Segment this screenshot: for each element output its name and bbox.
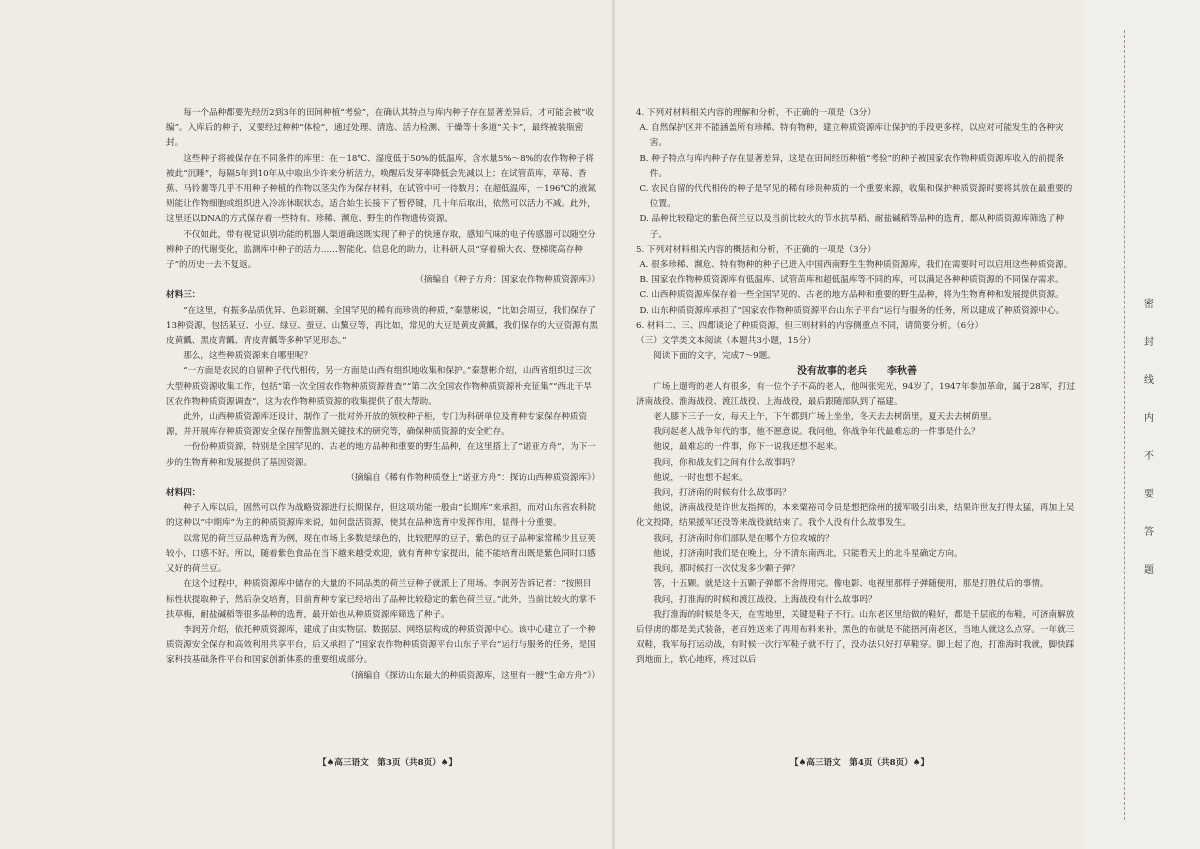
- binding-char: 题: [1144, 565, 1154, 576]
- right-paragraph: 我打淮海的时候是冬天，在雪地里，关键是鞋子不行。山东老区里给做的鞋好，都是千层底的布鞋，可济南解放后俘虏的都是美式装备，老百姓送来了再用布料来补，黑色的布就是不能捂河南老区，当地人就这么点穿。一年就三双鞋，我军每打运动战，有时候一次行军鞋子就不行了，没办法只好打草鞋穿。脚上起了泡，打淮海时我就，脚快踩到地面上，软心地疼，疼过以后: [636, 609, 1075, 666]
- right-page-footer: 【♠高三语文 第4页（共8页）♠】: [790, 758, 930, 768]
- right-paragraph: 我问，打济南时你们部队是在哪个方位攻城的？: [653, 533, 834, 544]
- right-paragraph: 4. 下列对材料相关内容的理解和分析，不正确的一项是（3分）: [636, 108, 876, 118]
- left-paragraph: 每一个品种都要先经历2到3年的田间种植“考验”，在确认其特点与库内种子存在显著差异后，才可能会被“收编”。入库后的种子，又要经过种种“体检”，通过处理、清选、活力检测、干燥等十多道“关卡”，最终被装瓶密封。: [166, 108, 595, 149]
- left-paragraph: 材料四：: [166, 488, 201, 499]
- left-paragraph: （摘编自《种子方舟：国家农作物种质资源库》）: [415, 275, 600, 286]
- right-paragraph: 我问，打济南的时候有什么故事吗？: [653, 488, 791, 499]
- right-paragraph: 阅读下面的文字，完成7～9题。: [653, 351, 776, 362]
- right-paragraph: 他说，打济南时我们是在晚上，分不清东南西北，只能看天上的北斗星确定方向。: [653, 548, 963, 559]
- right-paragraph: A. 很多珍稀、濒危、特有物种的种子已进入中国西南野生生物种质资源库，我们在需要时可以启用这些种质资源。: [639, 260, 1073, 271]
- binding-char: 要: [1144, 489, 1154, 500]
- right-paragraph: C. 农民自留的代代相传的种子是罕见的稀有珍贵种质的一个重要来源，收集和保护种质资源时要将其放在最重要的位置。: [639, 184, 1073, 210]
- right-paragraph: 他说，济南战役是许世友指挥的，本来粟裕司令员是想把徐州的援军吸引出来，结果许世友打得太猛，再加上吴化文投降，结果援军还没等来战役就结束了。我个人没有什么故事发生。: [636, 503, 1075, 529]
- right-paragraph: 没有故事的老兵 李秋善: [797, 366, 917, 378]
- right-paragraph: 6. 材料二、三、四都谈论了种质资源，但三则材料的内容侧重点不同，请简要分析。（6分）: [636, 320, 984, 331]
- binding-char: 不: [1144, 451, 1154, 462]
- left-paragraph: 这些种子将被保存在不同条件的库里：在－18℃、湿度低于50%的低温库，含水量5%～8%的农作物种子将被此“沉睡”，每隔5年到10年从中取出少许来分析活力，唤醒后发芽率降低会先减以上；在试管苗库，草莓、香蕉、马铃薯等几乎不用种子种植的作物以茎尖作为保存材料，在试管中可一待数月；在超低温库，－196℃的液氮则能让作物细胞或组织进入冷冻休眠状态，适合始生长接下了暂停键，几十年后取出，依然可以活力不减。此外，这里还以DNA的方式保存着一些特有、珍稀、濒危、野生的作物遗传资源。: [166, 153, 596, 225]
- binding-char: 内: [1144, 413, 1154, 424]
- right-paragraph: （三）文学类文本阅读（本题共3小题，15分）: [636, 336, 816, 347]
- binding-char: 答: [1144, 527, 1154, 538]
- right-column-text: [636, 106, 1078, 669]
- left-paragraph: 在这个过程中，种质资源库中储存的大量的不同品类的荷兰豆种子就派上了用场。李润芳告诉记者：“按照目标性状提取种子，然后杂交培育，目前育种专家已经培出了品种比较稳定的紫色荷兰豆。”此外，当前比较火的掌不扶草梅，耐盐碱稻等很多品种的选育，最开始也从种质资源库筛选了种子。: [166, 579, 596, 620]
- left-paragraph: “在这里，有振多品质优异、色彩斑斓、全国罕见的稀有而珍贵的种质，”秦慧彬说，“比如会周豆，我们保存了13种资源，包括某豆、小豆、绿豆、蚕豆、山黧豆等，再比如，常见的大豆是黄皮黄瓤，我们保存的大豆资源有黑皮黄瓤、黑皮青瓤、青皮青瓤等多种罕见形态。”: [166, 305, 599, 347]
- right-paragraph: 老人膝下三子一女，每天上午，下午都到广场上坐坐，冬天去去树荫里，夏天去去树荫里。: [653, 412, 997, 423]
- right-paragraph: 我问，你和战友们之间有什么故事吗？: [653, 457, 800, 468]
- right-paragraph: C. 山西种质资源库保存着一些全国罕见的、古老的地方品种和重要的野生品种，将为生物育种和发展提供资源。: [639, 290, 1064, 301]
- left-paragraph: 材料三：: [166, 290, 201, 301]
- left-paragraph: 种子入库以后，固然可以作为战略资源进行长期保存，但这项功能一般由“长期库”来承担，而对山东省农科院的这种以“中期库”为主的种质资源库来说，如何盘活资源，使其在品种选育中发挥作用，显得十分重要。: [166, 503, 596, 529]
- left-paragraph: “一方面是农民的自留种子代代相传，另一方面是山西有组织地收集和保护。”秦慧彬介绍，山西省组织过三次大型种质资源收集工作，包括“第一次全国农作物种质资源普查”“第二次全国农作物种质资源补充征集”“西北干旱区农作物种质资源调查”，这为农作物种质资源的收集提供了很大帮助。: [166, 366, 592, 407]
- left-paragraph: 此外，山西种质资源库还设计，制作了一批对外开放的领校种子柜，专门为科研单位及育种专家保存种质资源，并开展库存种质资源安全保存预警监测关键技术的研究等，确保种质资源的安全贮存。: [166, 412, 588, 438]
- left-paragraph: 那么，这些种质资源来自哪里呢？: [183, 351, 313, 362]
- binding-dashed-line: [1124, 30, 1125, 820]
- right-paragraph: D. 山东种质资源库承担了“国家农作物种质资源平台山东子平台”运行与服务的任务，所以建成了种质资源中心。: [639, 305, 1065, 316]
- right-paragraph: 我问，打淮海的时候和渡江战役、上海战役有什么故事吗？: [653, 594, 877, 605]
- right-paragraph: 答，十五颗。就是这十五颗子弹都不舍得用完。像电影、电视里那样子弹随便用，那是打胜仗后的事情。: [653, 579, 1049, 590]
- left-paragraph: 不仅如此，带有视觉识别功能的机器人渠道确送既实现了种子的快速存取，感知气味的电子传感器可以随空分辨种子的代谢变化，监测库中种子的活力……智能化、信息化的助力，让科研人员“穿着棉大衣、登梯爬高存种子”的历史一去不复返。: [166, 229, 596, 271]
- right-paragraph: 广场上遛弯的老人有很多，有一位个子不高的老人，他叫张宪光，94岁了，1947年参加革命，属于28军，打过济南战役、淮海战役、渡江战役、上海战役，最后跟随部队到了福建。: [636, 381, 1076, 407]
- left-paragraph: 以常见的荷兰豆品种选育为例，现在市场上多数是绿色的，比较肥厚的豆子，紫色的豆子品种家常稀少且豆荚较小，口感不好。所以，随着紫色食品在当下越来越受欢迎，就有育种专家提出，能不能培育出既是紫色同时口感又好的荷兰豆。: [166, 533, 596, 575]
- right-paragraph: B. 种子特点与库内种子存在显著差异，这是在田间经历种植“考验”的种子被国家农作物种质资源库收入的前提条件。: [639, 153, 1064, 179]
- left-paragraph: （摘编自《探访山东最大的种质资源库，这里有一艘“生命方舟”》）: [346, 670, 600, 681]
- left-paragraph: 一份份种质资源，特别是全国罕见的、古老的地方品种和重要的野生品种，在这里搭上了“诺亚方舟”，为下一步的生物育种和发展提供了基因资源。: [166, 442, 596, 468]
- left-column-text: [166, 106, 600, 684]
- binding-char: 线: [1144, 375, 1154, 386]
- binding-char: 密: [1144, 299, 1154, 310]
- right-paragraph: 我问，那时候打一次仗发多少颗子弹？: [653, 564, 800, 575]
- right-paragraph: D. 品种比较稳定的紫色荷兰豆以及当前比较火的节水抗旱稻、耐盐碱稻等品种的选育，都从种质资源库筛选了种子。: [639, 214, 1064, 240]
- right-paragraph: A. 自然保护区并不能涵盖所有珍稀、特有物种，建立种质资源库让保护的手段更多样，以应对可能发生的各种灾害。: [639, 123, 1064, 149]
- left-paragraph: 李润芳介绍，依托种质资源库，建成了由实物层、数据层、网络层构成的种质资源中心。该中心建立了一个种质资源安全保存和高效利用共享平台，后又承担了“国家农作物种质资源平台山东子平台”运行与服务的任务，是国家科技基础条件平台和国家创新体系的重要组成部分。: [166, 624, 596, 666]
- right-paragraph: 5. 下列对材料相关内容的概括和分析，不正确的一项是（3分）: [636, 244, 876, 255]
- left-page-footer: 【♠高三语文 第3页（共8页）♠】: [318, 758, 458, 768]
- binding-warning-text: [1141, 300, 1157, 576]
- page-fold: [612, 0, 615, 849]
- right-paragraph: 我问起老人战争年代的事，他不愿意说。我问他，你战争年代最难忘的一件事是什么？: [653, 427, 980, 438]
- binding-char: 封: [1144, 337, 1154, 348]
- left-paragraph: （摘编自《稀有作物种质登上“诺亚方舟”：探访山西种质资源库》）: [346, 472, 600, 483]
- right-paragraph: 他说，一时也想不起来。: [653, 472, 748, 483]
- right-paragraph: B. 国家农作物种质资源库有低温库、试管苗库和超低温库等不同的库，可以满足各种种质资源的不同保存需求。: [639, 275, 1064, 286]
- right-paragraph: 他说，最难忘的一件事，你下一说我还想不起来。: [653, 442, 843, 453]
